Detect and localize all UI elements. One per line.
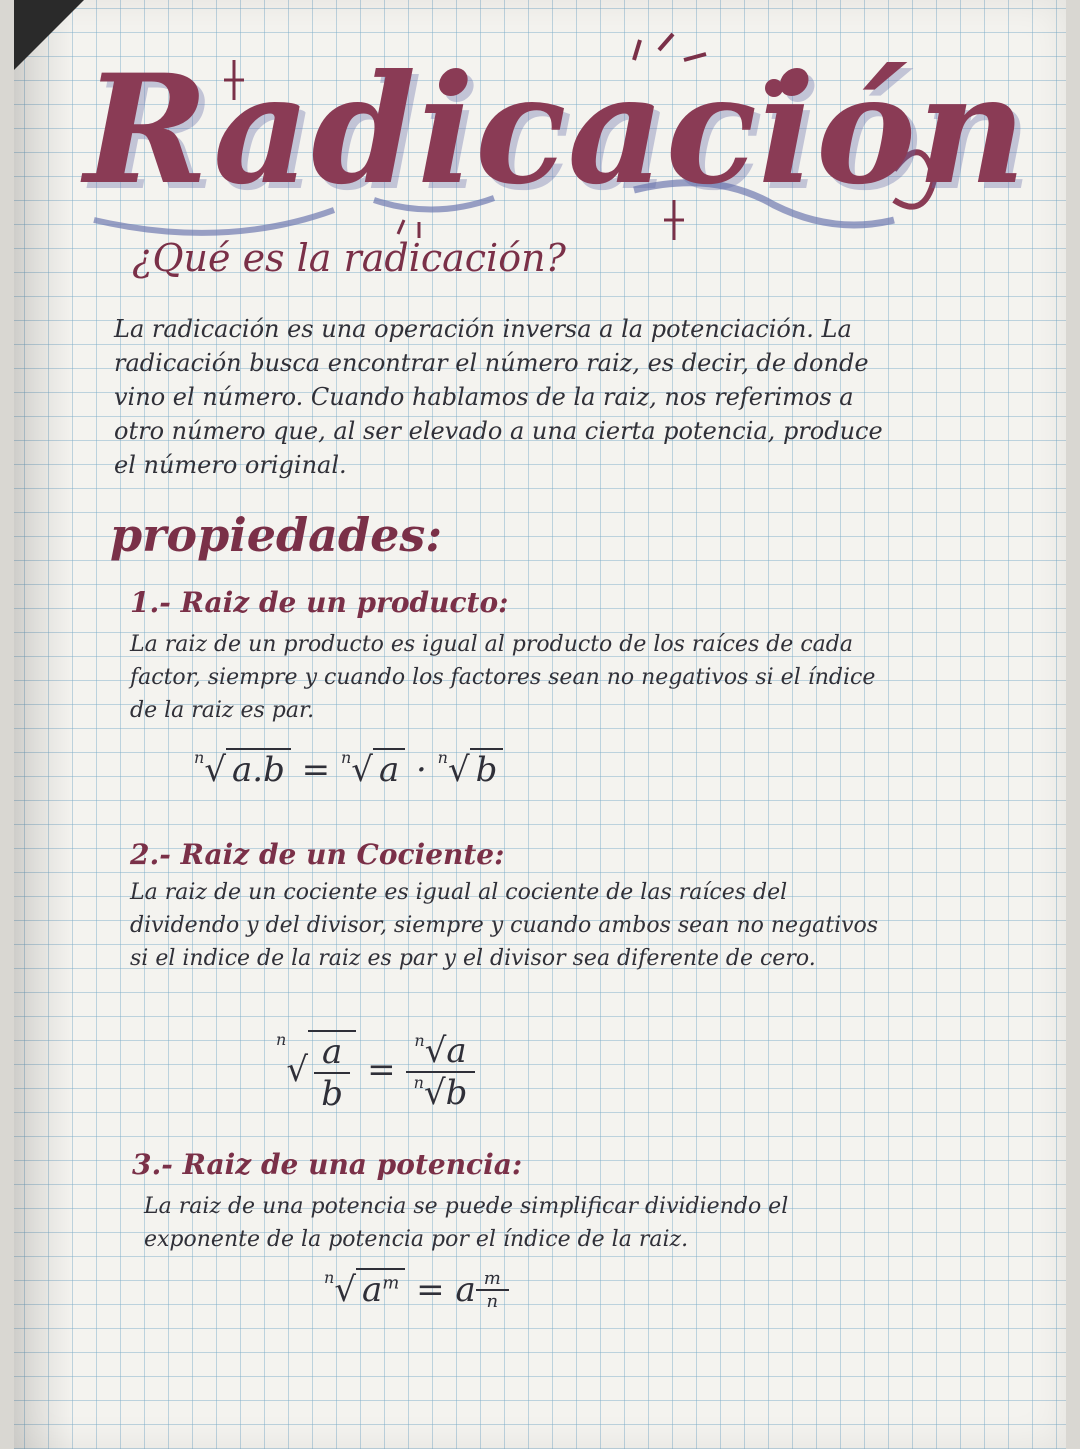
notebook-page <box>14 0 1066 1449</box>
formula-radicand: a <box>373 748 405 790</box>
fraction-numerator: $^n$√a <box>406 1031 474 1073</box>
radical-sign: √ <box>351 750 373 790</box>
radical-sign: √ <box>286 1050 308 1090</box>
formula-fraction-rhs <box>406 1031 474 1113</box>
title-area <box>74 20 1028 260</box>
property-2-text: La raiz de un cociente es igual al cociente de las raíces del dividendo y del divisor, siempre y cuando ambos sean no negativos si el indice de la raiz es par y el divisor sea diferente de cero. <box>130 880 879 971</box>
formula-radicand: $a^m$ <box>356 1268 405 1310</box>
formula-index: n <box>194 748 205 767</box>
property-3-formula <box>324 1268 509 1312</box>
properties-heading: propiedades: <box>110 508 443 562</box>
formula-equals: = <box>301 750 331 790</box>
property-3-text: La raiz de una potencia se puede simplificar dividiendo el exponente de la potencia por el índice de la raiz. <box>144 1194 789 1252</box>
fraction-numerator: a <box>314 1032 350 1074</box>
fraction-denominator: b <box>321 1074 343 1114</box>
formula-radicand: a.b <box>226 748 291 790</box>
formula-fraction <box>308 1030 356 1114</box>
property-1-formula <box>194 748 503 790</box>
formula-radicand: b <box>470 748 504 790</box>
property-2-formula <box>276 1030 475 1114</box>
formula-index: n <box>324 1268 335 1287</box>
formula-index: n <box>276 1030 287 1049</box>
property-2-title: 2.- Raiz de un Cociente: <box>130 838 505 871</box>
radical-sign: √ <box>334 1270 356 1310</box>
property-1-title: 1.- Raiz de un producto: <box>130 586 509 619</box>
formula-index: n <box>437 748 448 767</box>
intro-paragraph: La radicación es una operación inversa a la potenciación. La radicación busca encontrar el número raiz, es decir, de donde vino el número. Cuando hablamos de la raiz, nos referimos a otro número que, al ser elevado a una cierta potencia, produce el número original. <box>114 315 883 479</box>
formula-equals: = <box>416 1270 445 1310</box>
fraction-denominator: $^n$√b <box>413 1073 468 1113</box>
radical-sign: √ <box>204 750 226 790</box>
radical-sign: √ <box>447 750 470 790</box>
formula-equals: = <box>367 1050 396 1090</box>
property-1-text: La raiz de un producto es igual al producto de los raíces de cada factor, siempre y cuando los factores sean no negativos si el índice de la raiz es par. <box>130 632 876 723</box>
formula-index: n <box>340 748 352 767</box>
page-title: Radicación <box>84 42 1028 218</box>
formula-dot: · <box>416 750 427 790</box>
property-3-title: 3.- Raiz de una potencia: <box>132 1148 523 1181</box>
formula-result: a $\frac{m}{n}$ <box>455 1270 508 1310</box>
question-heading: ¿Qué es la radicación? <box>132 236 566 280</box>
